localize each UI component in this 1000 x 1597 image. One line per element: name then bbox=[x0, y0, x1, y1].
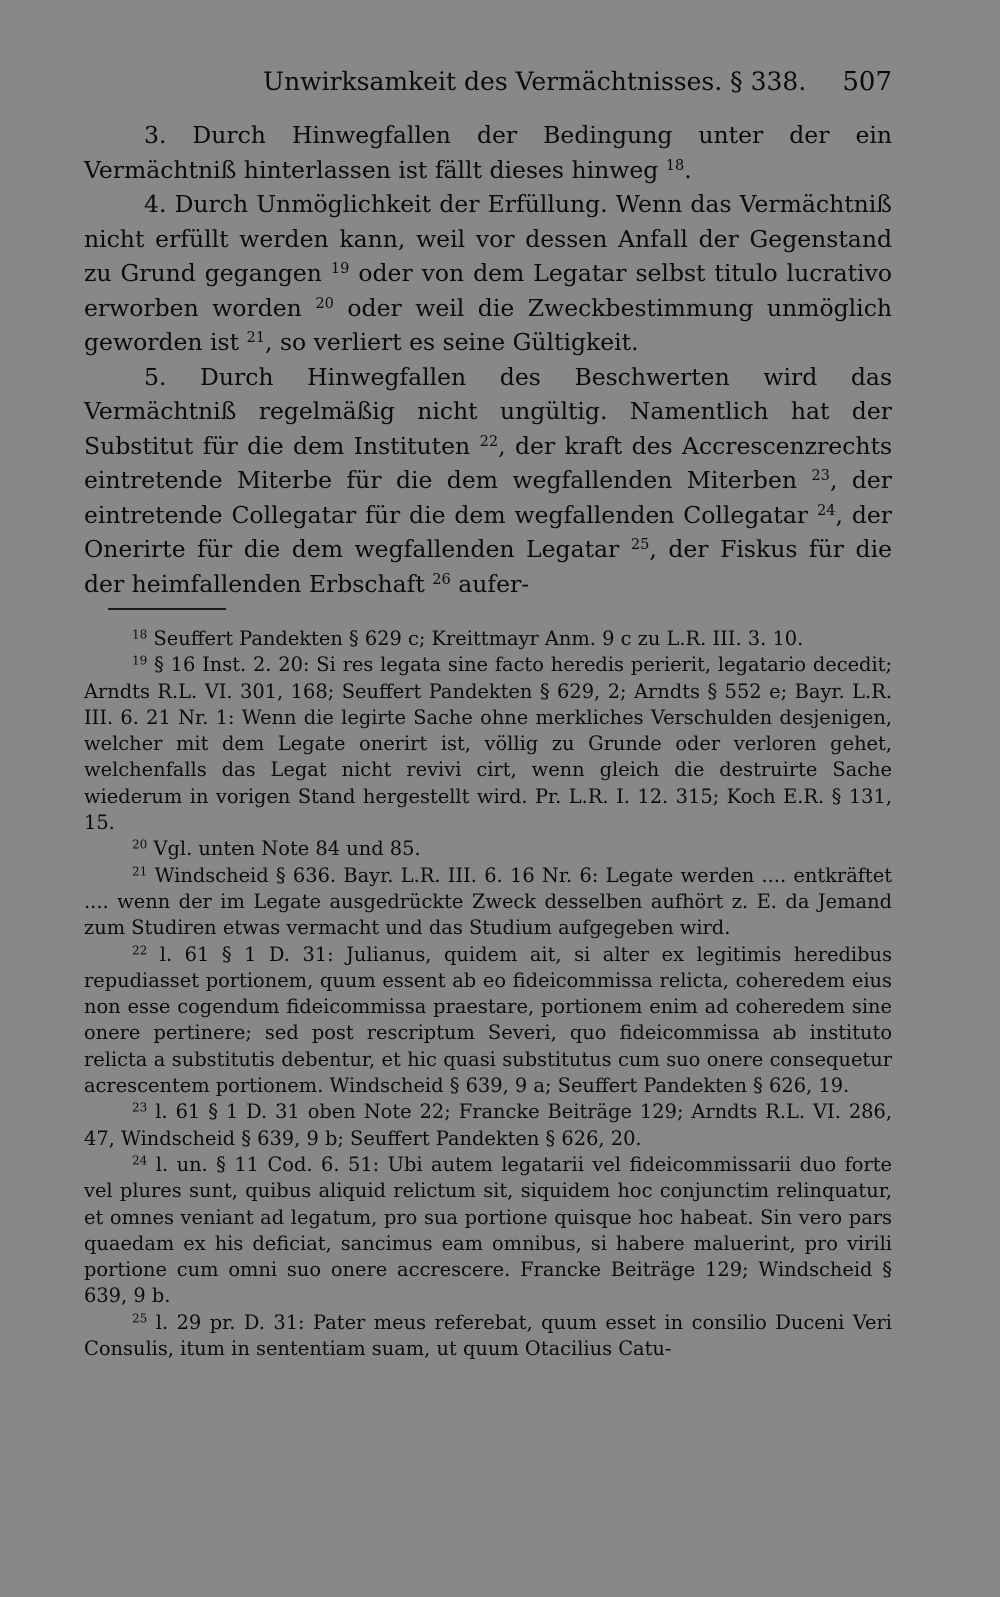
text-run: Seuffert Pandekten § 629 c; Kreittmayr Anm. 9 c zu L.R. III. 3. 10. bbox=[147, 627, 804, 650]
header-title: Unwirksamkeit des Vermächtnisses. § 338. bbox=[263, 67, 807, 96]
running-header bbox=[80, 62, 892, 102]
text-run: 5. Durch Hinwegfallen des Beschwerten wird das Vermächtniß regelmäßig nicht ungültig. Namentlich hat der Substitut für die dem Instituten bbox=[84, 362, 892, 460]
text-run: l. 61 § 1 D. 31 oben Note 22; Francke Beiträge 129; Arndts R.L. VI. 286, 47, Windscheid § 639, 9 b; Seuffert Pandekten § 626, 20. bbox=[84, 1100, 892, 1150]
footnote-20 bbox=[84, 836, 892, 862]
footnote-marker: 18 bbox=[132, 627, 148, 642]
text-run: 3. Durch Hinwegfallen der Bedingung unter der ein Vermächtniß hinterlassen ist fällt dieses hinweg bbox=[84, 121, 892, 184]
footnote-divider bbox=[108, 608, 226, 610]
paragraph-3 bbox=[84, 118, 892, 187]
text-run: l. 29 pr. D. 31: Pater meus referebat, quum esset in consilio Duceni Veri Consulis, itum in sententiam suam, ut quum Otacilius Catu- bbox=[84, 1310, 892, 1361]
text-run: , der eintretende Collegatar für die dem wegfallenden Collegatar bbox=[84, 466, 893, 529]
footnote-marker: 23 bbox=[811, 467, 830, 484]
text-run: Windscheid § 636. Bayr. L.R. III. 6. 16 Nr. 6: Legate werden .... entkräftet .... wenn der im Legate ausgedrückte Zweck desselben aufhört z. E. da Jemand zum Studiren etwas vermacht und das Studium aufgegeben wird. bbox=[84, 863, 892, 940]
footnote-marker: 18 bbox=[665, 156, 685, 174]
text-run: aufer- bbox=[450, 569, 530, 598]
text-run: l. un. § 11 Cod. 6. 51: Ubi autem legatarii vel fideicommissarii duo forte vel plures sunt, quibus aliquid relictum sit, siquidem hoc conjunctim relinquatur, et omnes veniant ad legatum, pro sua portione quisque hoc habeat. Sin vero pars quaedam ex his deficiat, sancimus eam omnibus, si habere maluerint, pro virili portione cum omni suo onere accrescere. Francke Beiträge 129; Windscheid § 639, 9 b. bbox=[84, 1152, 892, 1308]
main-text bbox=[84, 118, 892, 601]
footnote-23 bbox=[84, 1099, 892, 1152]
footnote-marker: 24 bbox=[816, 501, 836, 519]
footnote-marker: 26 bbox=[432, 570, 451, 588]
text-run: oder weil die Zweckbestimmung unmöglich geworden ist bbox=[84, 293, 892, 356]
text-run: l. 61 § 1 D. 31: Julianus, quidem ait, si alter ex legitimis heredibus repudiasset portionem, quum essent ab eo fideicommissa relicta, coheredem eius non esse cogendum fideicommissa praestare, portionem enim ad coheredem sine onere pertinere; sed post rescriptum Severi, quo fideicommissa ab instituto relicta a substitutis debentur, et hic quasi substitutus cum suo onere consequetur acrescentem portionem. Windscheid § 639, 9 a; Seuffert Pandekten § 626, 19. bbox=[84, 942, 892, 1098]
text-run: 4. Durch Unmöglichkeit der Erfüllung. Wenn das Vermächtniß nicht erfüllt werden kann, weil vor dessen Anfall der Gegenstand zu Grund gegangen bbox=[84, 190, 892, 287]
footnote-22 bbox=[84, 942, 892, 1100]
footnote-marker: 22 bbox=[132, 942, 148, 957]
text-run: , der kraft des Accrescenzrechts eintretende Miterbe für die dem wegfallenden Miterben bbox=[84, 431, 893, 494]
text-run: , der Onerirte für die dem wegfallenden Legatar bbox=[84, 500, 893, 563]
footnote-marker: 23 bbox=[132, 1100, 148, 1115]
footnote-marker: 25 bbox=[630, 536, 650, 553]
paragraph-5 bbox=[84, 360, 892, 602]
footnote-marker: 21 bbox=[246, 329, 266, 346]
page-number: 507 bbox=[842, 67, 892, 97]
text-run: , der Fiskus für die der heimfallenden Erbschaft bbox=[84, 535, 892, 598]
footnote-marker: 24 bbox=[132, 1153, 148, 1168]
footnote-marker: 20 bbox=[132, 837, 148, 852]
footnotes bbox=[84, 626, 892, 1362]
footnote-24 bbox=[84, 1152, 892, 1310]
footnote-marker: 21 bbox=[132, 864, 148, 879]
text-run: , so verliert es seine Gültigkeit. bbox=[265, 328, 639, 356]
text-run: § 16 Inst. 2. 20: Si res legata sine facto heredis perierit, legatario decedit; Arndts R.L. VI. 301, 168; Seuffert Pandekten § 629, 2; Arndts § 552 e; Bayr. L.R. III. 6. 21 Nr. 1: Wenn die legirte Sache ohne merkliches Verschulden desjenigen, welcher mit dem Legate onerirt ist, völlig zu Grunde oder verloren gehet, welchenfalls das Legat nicht revivi cirt, wenn gleich die destruirte Sache wiederum in vorigen Stand hergestellt wird. Pr. L.R. I. 12. 315; Koch E.R. § 131, 15. bbox=[84, 653, 892, 835]
text-run: oder von dem Legatar selbst titulo lucrativo erworben worden bbox=[84, 259, 892, 322]
footnote-25 bbox=[84, 1310, 892, 1363]
footnote-marker: 20 bbox=[315, 294, 334, 312]
footnote-18 bbox=[84, 626, 892, 652]
footnote-marker: 19 bbox=[132, 653, 148, 668]
paragraph-4 bbox=[84, 187, 892, 360]
text-run: Vgl. unten Note 84 und 85. bbox=[147, 837, 421, 861]
footnote-marker: 19 bbox=[330, 260, 350, 277]
text-run: . bbox=[684, 155, 692, 184]
footnote-marker: 22 bbox=[479, 432, 499, 450]
footnote-21 bbox=[84, 863, 892, 942]
footnote-19 bbox=[84, 652, 892, 836]
footnote-marker: 25 bbox=[132, 1311, 148, 1326]
